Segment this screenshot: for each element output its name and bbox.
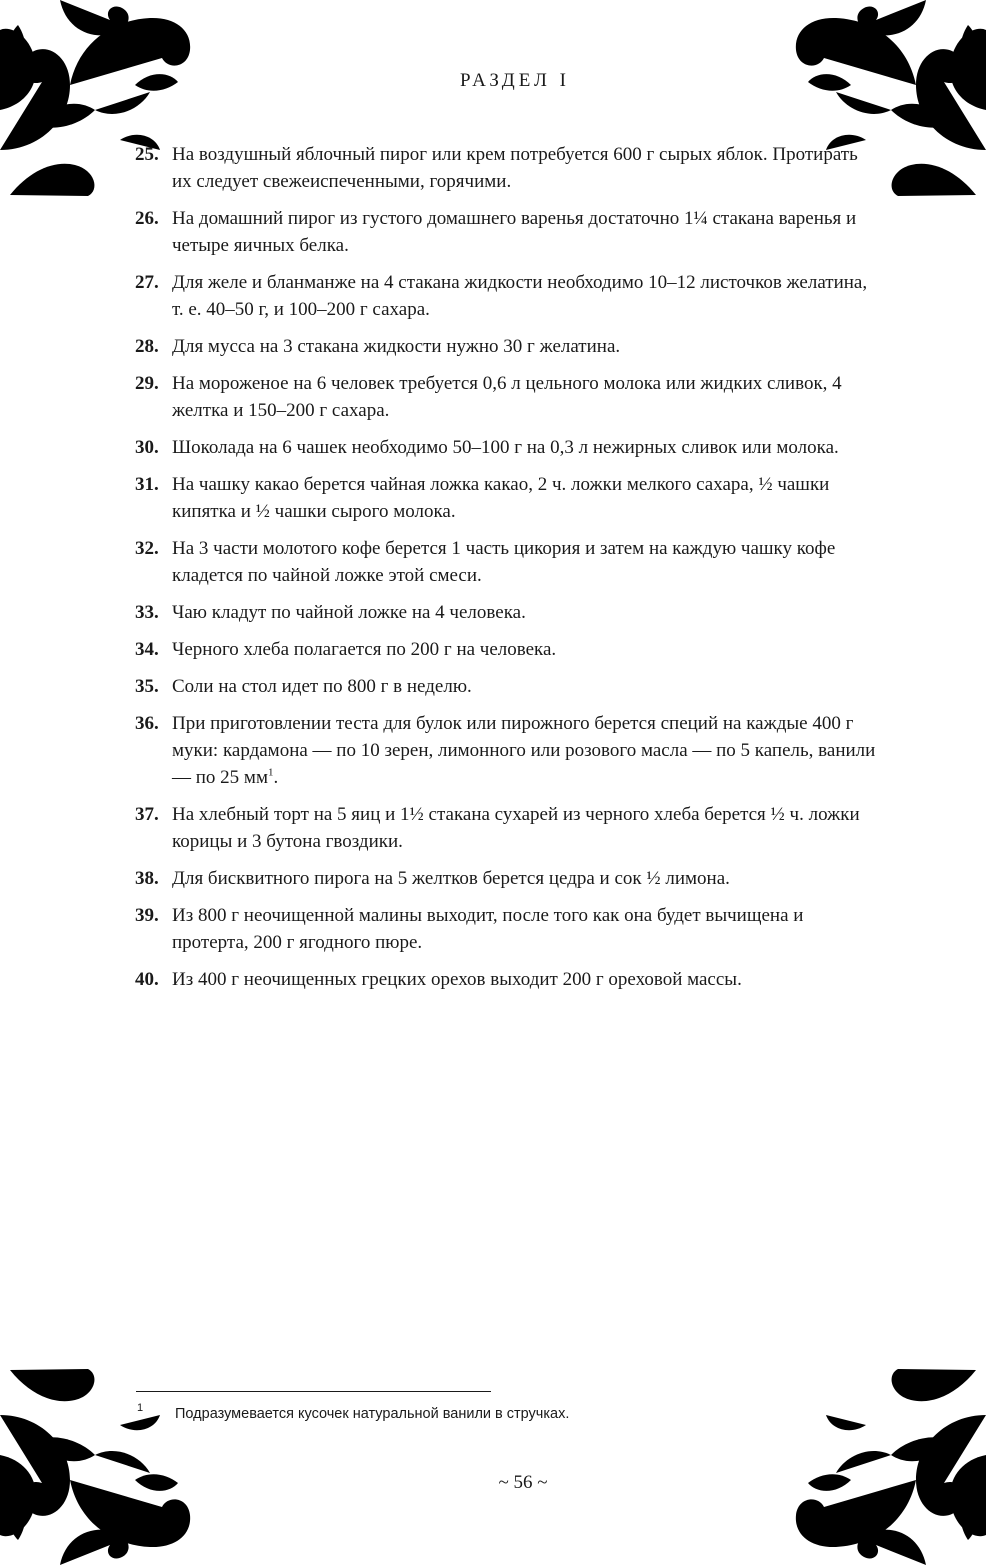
corner-flourish-icon (786, 1365, 986, 1565)
list-item (135, 333, 880, 360)
item-number: 39. (135, 905, 159, 926)
item-text: На хлебный торт на 5 яиц и 1½ стакана сухарей из черного хлеба берется ½ ч. ложки корицы и 3 бутона гвоздики. (172, 804, 860, 852)
item-text: Соли на стол идет по 800 г в неделю. (172, 676, 472, 697)
list-item (135, 471, 880, 525)
footnote-reference[interactable]: 1 (267, 766, 274, 779)
item-text: На воздушный яблочный пирог или крем потребуется 600 г сырых яблок. Протирать их следует свежеиспеченными, горячими. (172, 144, 858, 192)
item-number: 29. (135, 373, 159, 394)
item-text-tail: . (273, 767, 279, 788)
item-text: Для мусса на 3 стакана жидкости нужно 30 г желатина. (172, 336, 621, 357)
recipe-notes-list (135, 141, 880, 1003)
item-text: Черного хлеба полагается по 200 г на человека. (172, 639, 557, 660)
list-item (135, 434, 880, 461)
footnote-divider (136, 1391, 491, 1392)
list-item (135, 269, 880, 323)
item-text: Для бисквитного пирога на 5 желтков берется цедра и сок ½ лимона. (172, 868, 730, 889)
list-item (135, 599, 880, 626)
list-item (135, 535, 880, 589)
item-number: 36. (135, 713, 159, 734)
item-text: Шоколада на 6 чашек необходимо 50–100 г на 0,3 л нежирных сливок или молока. (172, 437, 839, 458)
item-text: На чашку какао берется чайная ложка какао, 2 ч. ложки мелкого сахара, ½ чашки кипятка и ½ чашки сырого молока. (172, 474, 830, 522)
item-number: 32. (135, 538, 159, 559)
list-item (135, 636, 880, 663)
item-text: Чаю кладут по чайной ложке на 4 человека. (172, 602, 526, 623)
item-number: 30. (135, 437, 159, 458)
item-number: 31. (135, 474, 159, 495)
item-number: 27. (135, 272, 159, 293)
section-title: РАЗДЕЛ I (459, 70, 571, 91)
item-text: Из 400 г неочищенных грецких орехов выходит 200 г ореховой массы. (172, 969, 742, 990)
item-number: 26. (135, 208, 159, 229)
footnote-text: Подразумевается кусочек натуральной ванили в стручках. (175, 1406, 570, 1422)
item-number: 40. (135, 969, 159, 990)
item-number: 38. (135, 868, 159, 889)
list-item (135, 370, 880, 424)
footnote-mark: 1 (137, 1402, 144, 1414)
list-item (135, 141, 880, 195)
list-item (135, 801, 880, 855)
list-item (135, 205, 880, 259)
item-text-body: При приготовлении теста для булок или пирожного берется специй на каждые 400 г муки: кардамона — по 10 зерен, лимонного или розового масла — по 5 капель, ванили — по 25 мм (172, 713, 876, 788)
list-item (135, 966, 880, 993)
corner-flourish-icon (0, 1365, 200, 1565)
item-number: 37. (135, 804, 159, 825)
item-text (172, 710, 880, 791)
item-text: На мороженое на 6 человек требуется 0,6 л цельного молока или жидких сливок, 4 желтка и 150–200 г сахара. (172, 373, 842, 421)
list-item (135, 902, 880, 956)
item-number: 35. (135, 676, 159, 697)
list-item (135, 673, 880, 700)
item-text: Для желе и бланманже на 4 стакана жидкости необходимо 10–12 листочков желатина, т. е. 40–50 г, и 100–200 г сахара. (172, 272, 868, 320)
item-text: На 3 части молотого кофе берется 1 часть цикория и затем на каждую чашку кофе кладется по чайной ложке этой смеси. (172, 538, 836, 586)
list-item (135, 710, 880, 791)
item-text: На домашний пирог из густого домашнего варенья достаточно 1¼ стакана варенья и четыре яичных белка. (172, 208, 857, 256)
item-number: 25. (135, 144, 159, 165)
item-number: 28. (135, 336, 159, 357)
item-number: 34. (135, 639, 159, 660)
item-number: 33. (135, 602, 159, 623)
page-number: ~ 56 ~ (498, 1472, 548, 1493)
item-text: Из 800 г неочищенной малины выходит, после того как она будет вычищена и протерта, 200 г ягодного пюре. (172, 905, 804, 953)
list-item (135, 865, 880, 892)
